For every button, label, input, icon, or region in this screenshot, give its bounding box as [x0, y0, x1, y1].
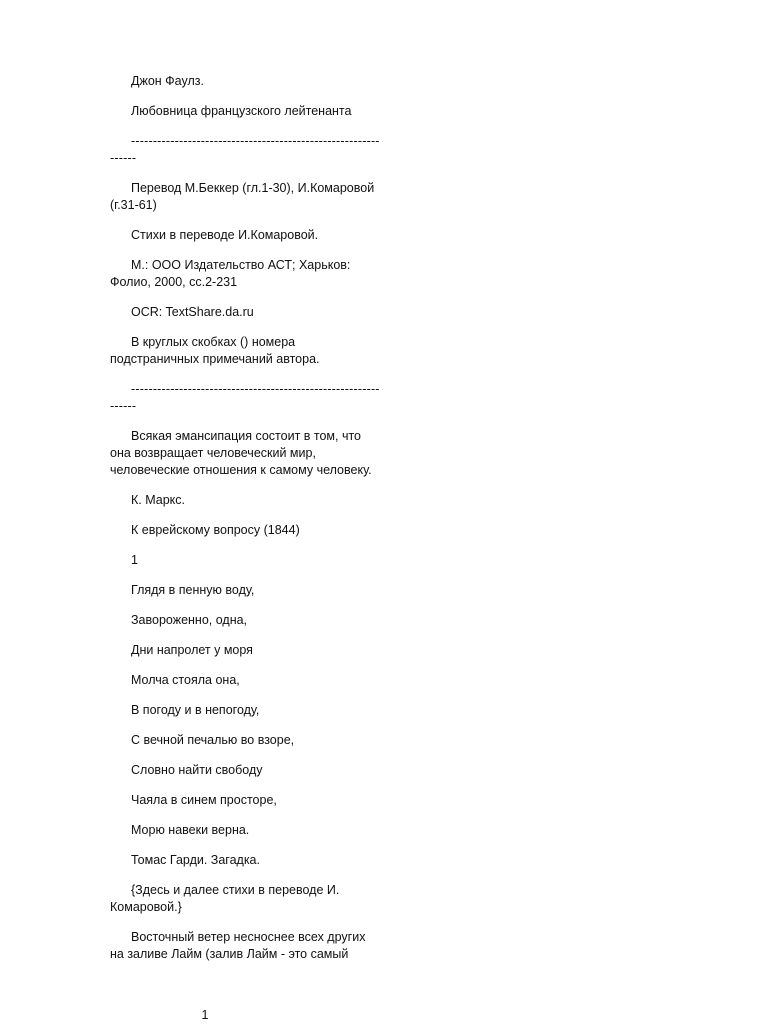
- publisher-info: М.: ООО Издательство АСТ; Харьков: Фолио, 2000, сс.2-231: [110, 258, 351, 289]
- poem-line: Молча стояла она,: [131, 673, 240, 687]
- ocr-credit: OCR: TextShare.da.ru: [131, 305, 254, 319]
- translator-note: {Здесь и далее стихи в переводе И. Комаровой.}: [110, 883, 340, 914]
- poems-translation-credit: Стихи в переводе И.Комаровой.: [131, 228, 319, 242]
- poem-line: Морю навеки верна.: [131, 823, 250, 837]
- poem-line: Дни напролет у моря: [131, 643, 253, 657]
- body-paragraph: Восточный ветер несноснее всех других на заливе Лайм (залив Лайм - это самый: [110, 930, 366, 961]
- page-number: 1: [201, 1008, 209, 1022]
- book-title: Любовница французского лейтенанта: [131, 104, 352, 118]
- text-column: [110, 73, 382, 976]
- poem-line: Словно найти свободу: [131, 763, 263, 777]
- poem-line: Завороженно, одна,: [131, 613, 248, 627]
- poem-attribution: Томас Гарди. Загадка.: [131, 853, 260, 867]
- separator-top: ---------------------------------------------------------------: [110, 134, 380, 165]
- translation-credit: Перевод М.Беккер (гл.1-30), И.Комаровой (г.31-61): [110, 181, 375, 212]
- poem-line: В погоду и в непогоду,: [131, 703, 260, 717]
- epigraph-source: К еврейскому вопросу (1844): [131, 523, 300, 537]
- separator-bottom: ---------------------------------------------------------------: [110, 382, 380, 413]
- poem-line: Глядя в пенную воду,: [131, 583, 255, 597]
- footnote-note: В круглых скобках () номера подстраничных примечаний автора.: [110, 335, 320, 366]
- poem-line: С вечной печалью во взоре,: [131, 733, 295, 747]
- chapter-number: 1: [131, 553, 138, 567]
- epigraph-author: К. Маркс.: [131, 493, 186, 507]
- epigraph-quote: Всякая эмансипация состоит в том, что она возвращает человеческий мир, человеческие отношения к самому человеку.: [110, 429, 372, 477]
- author-line: Джон Фаулз.: [131, 74, 204, 88]
- poem-line: Чаяла в синем просторе,: [131, 793, 277, 807]
